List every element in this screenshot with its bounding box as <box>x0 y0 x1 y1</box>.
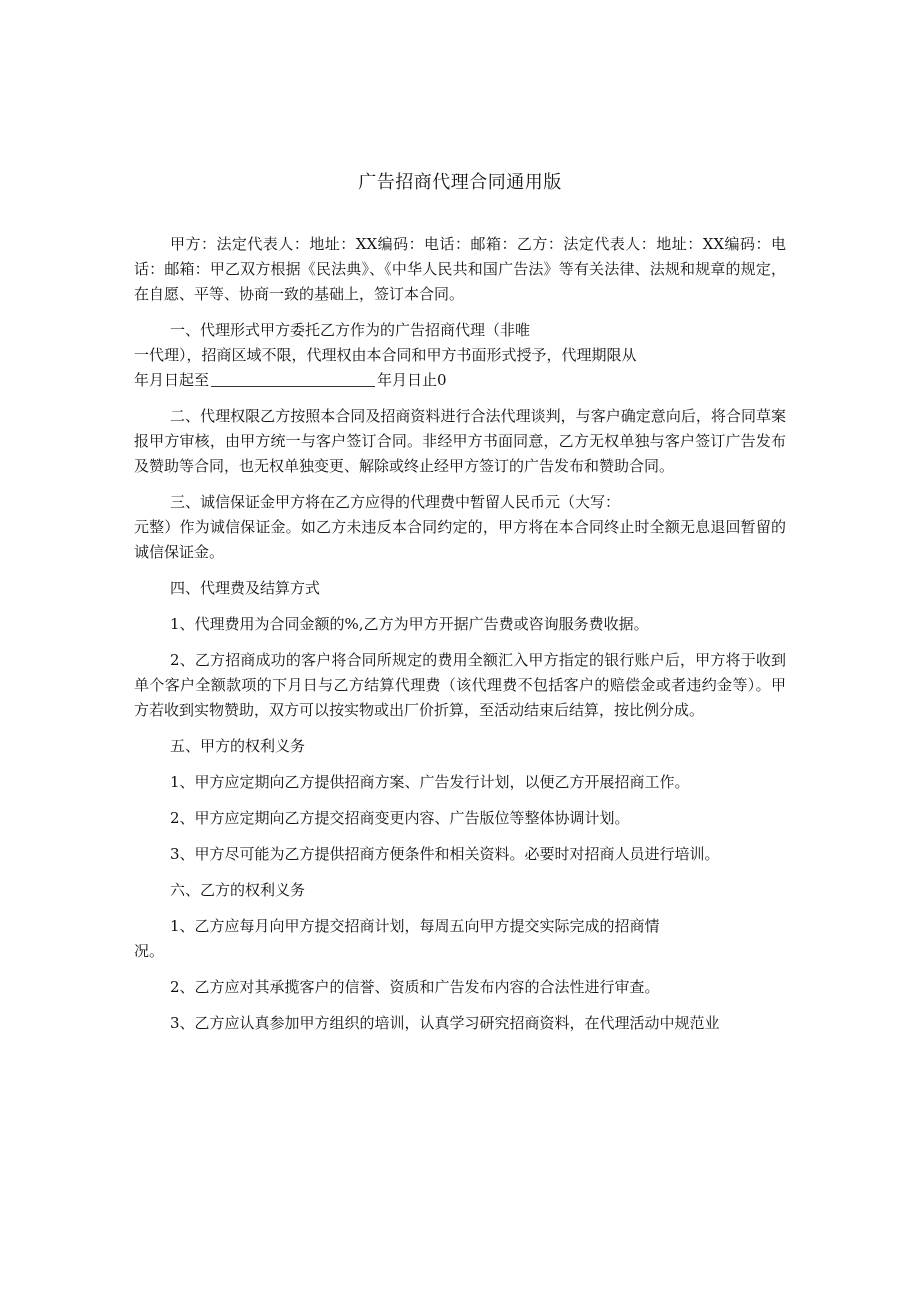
section-2-paragraph: 二、代理权限乙方按照本合同及招商资料进行合法代理谈判，与客户确定意向后，将合同草案报甲方审核，由甲方统一与客户签订合同。非经甲方书面同意，乙方无权单独与客户签订广告发布及赞助等合同，也无权单独变更、解除或终止经甲方签订的广告发布和赞助合同。 <box>134 407 786 475</box>
document-title: 广告招商代理合同通用版 <box>358 172 562 193</box>
section-5-item-3: 3、甲方尽可能为乙方提供招商方便条件和相关资料。必要时对招商人员进行培训。 <box>170 845 720 863</box>
section-6-heading: 六、乙方的权利义务 <box>170 881 306 899</box>
date-blank-line <box>211 372 375 387</box>
section-5-item-1: 1、甲方应定期向乙方提供招商方案、广告发行计划，以便乙方开展招商工作。 <box>170 773 690 791</box>
section-6-item-1-line-2: 况。 <box>134 942 165 960</box>
section-1-line-3 <box>134 368 786 393</box>
section-5-heading: 五、甲方的权利义务 <box>170 737 306 755</box>
section-5-item-2: 2、甲方应定期向乙方提交招商变更内容、广告版位等整体协调计划。 <box>170 809 630 827</box>
section-4-item-2: 2、乙方招商成功的客户将合同所规定的费用全额汇入甲方指定的银行账户后，甲方将于收到单个客户全额款项的下月日与乙方结算代理费（该代理费不包括客户的赔偿金或者违约金等）。甲方若收到实物赞助，双方可以按实物或出厂价折算，至活动结束后结算，按比例分成。 <box>134 651 786 719</box>
section-6-item-2: 2、乙方应对其承揽客户的信誉、资质和广告发布内容的合法性进行审查。 <box>170 978 660 996</box>
section-1-paragraph <box>134 318 786 393</box>
section-6-item-1-line-1: 1、乙方应每月向甲方提交招商计划，每周五向甲方提交实际完成的招商情 <box>170 917 660 935</box>
date-start-label: 年月日起至 <box>134 371 210 389</box>
document-body <box>134 232 786 1047</box>
section-3-line-1: 三、诚信保证金甲方将在乙方应得的代理费中暂留人民币元（大写： <box>170 493 621 511</box>
section-4-item-1: 1、代理费用为合同金额的%,乙方为甲方开据广告费或咨询服务费收据。 <box>170 615 649 633</box>
section-3-rest: 元整）作为诚信保证金。如乙方未违反本合同约定的，甲方将在本合同终止时全额无息退回暂留的诚信保证金。 <box>134 518 786 561</box>
section-3-paragraph <box>134 490 786 565</box>
section-1-line-2: 一代理），招商区域不限，代理权由本合同和甲方书面形式授予，代理期限从 <box>134 346 637 364</box>
section-6-item-3: 3、乙方应认真参加甲方组织的培训，认真学习研究招商资料，在代理活动中规范业 <box>170 1014 720 1032</box>
date-end-label: 年月日止0 <box>377 371 447 389</box>
section-1-line-1: 一、代理形式甲方委托乙方作为的广告招商代理（非唯 <box>170 321 531 339</box>
section-4-heading: 四、代理费及结算方式 <box>170 579 321 597</box>
intro-paragraph: 甲方：法定代表人：地址：XX编码：电话：邮箱：乙方：法定代表人：地址：XX编码：电话：邮箱：甲乙双方根据《民法典》、《中华人民共和国广告法》等有关法律、法规和规章的规定，在自愿、平等、协商一致的基础上，签订本合同。 <box>134 235 786 303</box>
section-6-item-1 <box>134 914 786 964</box>
